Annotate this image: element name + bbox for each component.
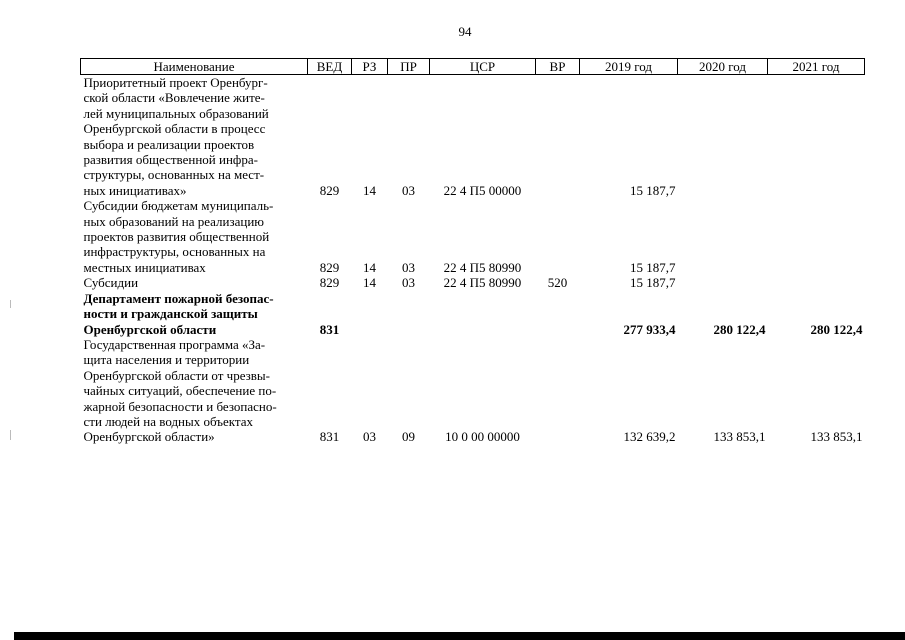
row-name-line: щита населения и территории <box>83 352 250 368</box>
row-name-line: Оренбургской области» <box>83 429 215 445</box>
row-name-line: чайных ситуаций, обеспечение по- <box>83 383 277 399</box>
col-header-vr: ВР <box>536 59 580 75</box>
cell-ved: 829 <box>319 275 340 291</box>
row-name <box>81 75 308 199</box>
cell-csr <box>430 291 536 337</box>
cell-ved: 829 <box>319 259 340 275</box>
cell-pr: 03 <box>402 275 415 291</box>
cell-2021 <box>768 275 865 290</box>
cell-rz <box>352 291 388 337</box>
cell-2019: 15 187,7 <box>630 259 676 275</box>
cell-rz: 03 <box>363 429 376 445</box>
cell-pr: 03 <box>402 259 415 275</box>
cell-2020 <box>678 75 768 199</box>
row-name-line: Субсидии бюджетам муниципаль- <box>83 198 274 214</box>
col-header-rz: РЗ <box>352 59 388 75</box>
row-name-line: Департамент пожарной безопас- <box>83 290 274 306</box>
cell-vr <box>536 198 580 275</box>
col-header-name: Наименование <box>81 59 308 75</box>
col-header-2021: 2021 год <box>768 59 865 75</box>
table-row <box>81 275 865 290</box>
row-name-line: ности и гражданской защиты <box>83 306 258 322</box>
row-name <box>81 275 308 290</box>
cell-2020 <box>678 198 768 275</box>
cell-2021 <box>768 198 865 275</box>
row-name-line: ных инициативах» <box>83 182 187 198</box>
cell-2021: 280 122,4 <box>810 321 863 337</box>
row-name-line: местных инициативах <box>83 259 206 275</box>
cell-csr: 22 4 П5 80990 <box>443 275 522 291</box>
col-header-2019: 2019 год <box>580 59 678 75</box>
row-name <box>81 198 308 275</box>
cell-vr <box>536 291 580 337</box>
table-body <box>81 75 865 445</box>
cell-pr: 09 <box>402 429 415 445</box>
cell-rz: 14 <box>363 259 376 275</box>
cell-2021: 133 853,1 <box>810 429 863 445</box>
cell-2020: 280 122,4 <box>713 321 766 337</box>
cell-vr: 520 <box>547 275 568 291</box>
col-header-csr: ЦСР <box>430 59 536 75</box>
cell-ved: 829 <box>319 182 340 198</box>
cell-pr <box>388 291 430 337</box>
row-name <box>81 291 308 337</box>
budget-table <box>80 58 865 445</box>
row-name-line: развития общественной инфра- <box>83 152 258 168</box>
cell-csr: 22 4 П5 00000 <box>443 182 522 198</box>
table-row <box>81 198 865 275</box>
page-number: 94 <box>458 24 472 39</box>
cell-rz: 14 <box>363 275 376 291</box>
cell-vr <box>536 337 580 445</box>
row-name-line: Субсидии <box>83 275 139 291</box>
cell-2019: 15 187,7 <box>630 182 676 198</box>
cell-2020: 133 853,1 <box>713 429 766 445</box>
cell-rz: 14 <box>363 182 376 198</box>
row-name-line: структуры, основанных на мест- <box>83 167 265 183</box>
table-header-row <box>81 59 865 75</box>
row-name-line: Государственная программа «За- <box>83 336 266 352</box>
col-header-2020: 2020 год <box>678 59 768 75</box>
row-name-line: Оренбургской области <box>83 321 217 337</box>
scan-edge-bar <box>14 632 905 640</box>
row-name-line: Оренбургской области от чрезвы- <box>83 367 270 383</box>
cell-2019: 15 187,7 <box>630 275 676 291</box>
row-name-line: лей муниципальных образований <box>83 105 269 121</box>
cell-2019: 132 639,2 <box>623 429 676 445</box>
row-name-line: инфраструктуры, основанных на <box>83 244 266 260</box>
row-name-line: жарной безопасности и безопасно- <box>83 398 277 414</box>
row-name-line: проектов развития общественной <box>83 229 270 245</box>
scan-artifact <box>10 300 11 308</box>
cell-vr <box>536 75 580 199</box>
row-name-line: Оренбургской области в процесс <box>83 121 266 137</box>
cell-2021 <box>768 75 865 199</box>
col-header-ved: ВЕД <box>308 59 352 75</box>
cell-ved: 831 <box>319 321 340 337</box>
row-name-line: Приоритетный проект Оренбург- <box>83 75 268 90</box>
cell-2019: 277 933,4 <box>623 321 676 337</box>
cell-2020 <box>678 275 768 290</box>
table-row <box>81 337 865 445</box>
col-header-pr: ПР <box>388 59 430 75</box>
cell-pr: 03 <box>402 182 415 198</box>
row-name-line: ской области «Вовлечение жите- <box>83 90 265 106</box>
scan-artifact <box>10 430 11 440</box>
cell-ved: 831 <box>319 429 340 445</box>
row-name-line: сти людей на водных объектах <box>83 413 254 429</box>
cell-csr: 22 4 П5 80990 <box>443 259 522 275</box>
table-row <box>81 75 865 199</box>
row-name-line: ных образований на реализацию <box>83 213 265 229</box>
cell-csr: 10 0 00 00000 <box>445 429 520 445</box>
row-name-line: выбора и реализации проектов <box>83 136 255 152</box>
table-row <box>81 291 865 337</box>
row-name <box>81 337 308 445</box>
